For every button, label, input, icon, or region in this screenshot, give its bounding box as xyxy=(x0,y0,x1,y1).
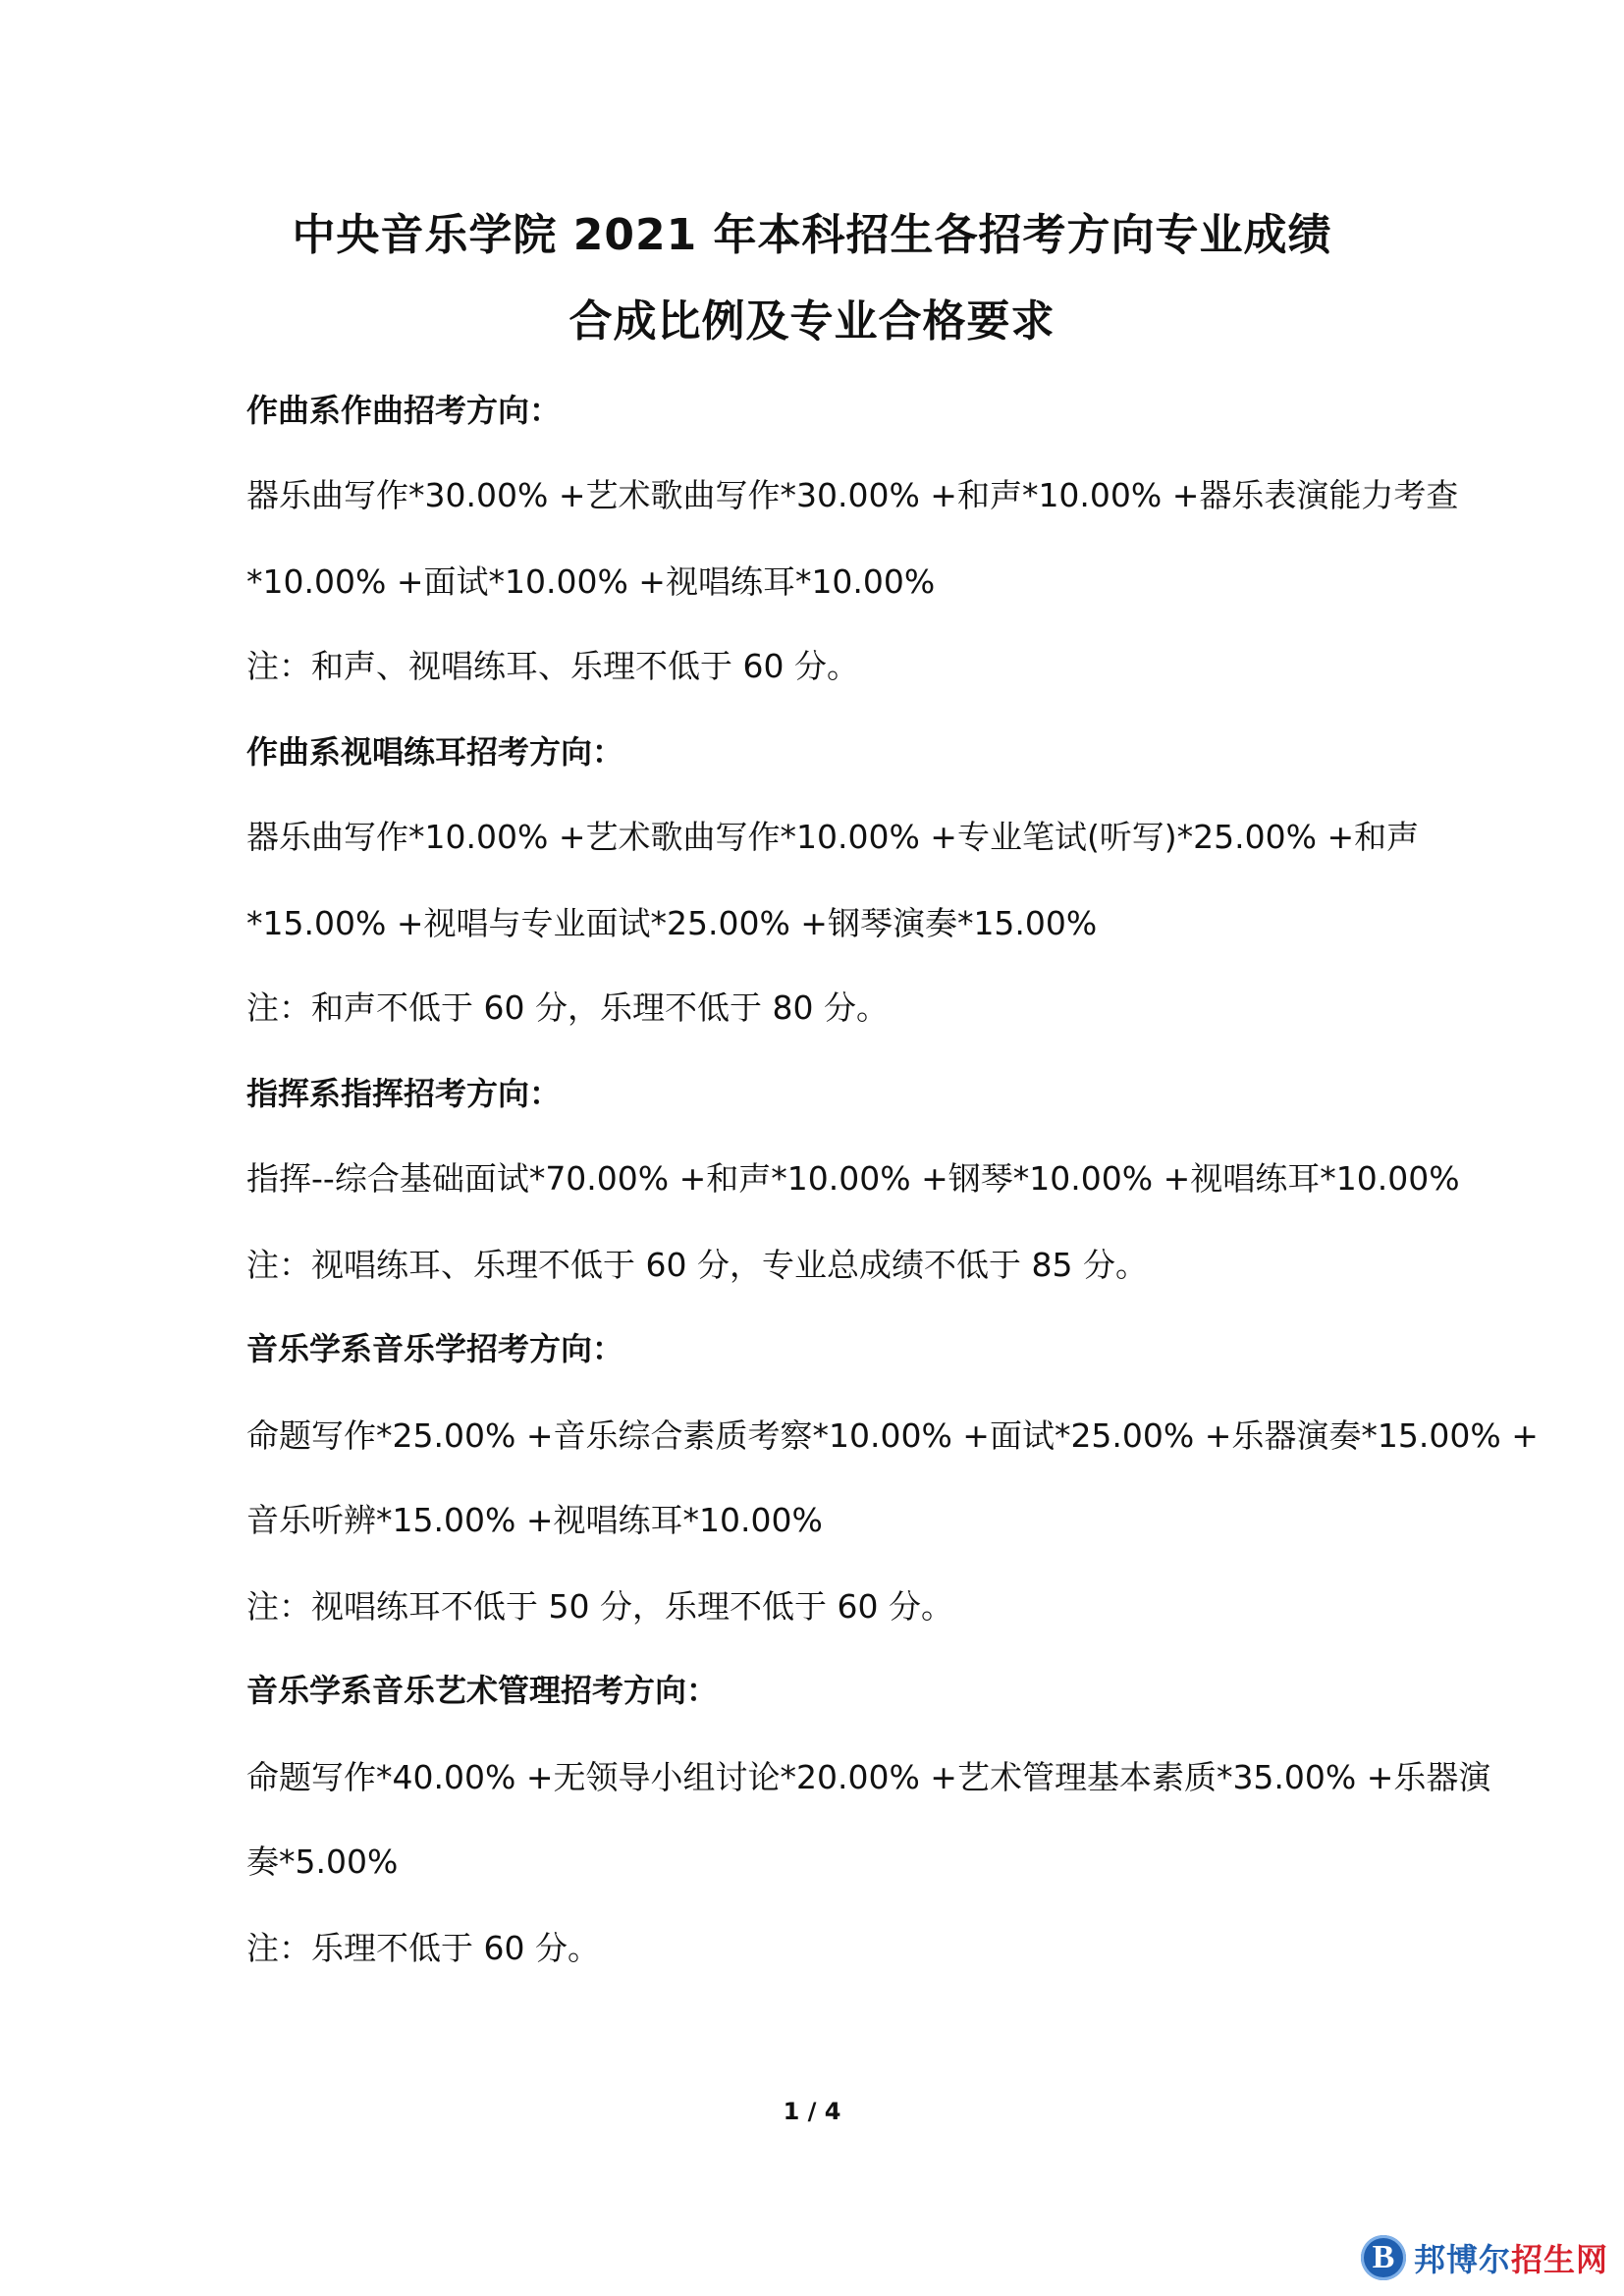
section-body-line: 音乐听辨*15.00% +视唱练耳*10.00% xyxy=(246,1501,823,1539)
section-body-line: 命题写作*25.00% +音乐综合素质考察*10.00% +面试*25.00% +乐器演奏*15.00% + xyxy=(246,1416,1539,1455)
watermark-text-part1: 邦博尔 xyxy=(1413,2241,1511,2278)
section-note: 注：视唱练耳、乐理不低于 60 分，专业总成绩不低于 85 分。 xyxy=(246,1246,1148,1284)
section-note: 注：和声、视唱练耳、乐理不低于 60 分。 xyxy=(246,647,859,685)
section-body-line: *10.00% +面试*10.00% +视唱练耳*10.00% xyxy=(246,562,936,601)
section-heading: 音乐学系音乐艺术管理招考方向： xyxy=(246,1672,719,1709)
watermark-text-part2: 招生网 xyxy=(1510,2241,1608,2278)
section-body-line: 奏*5.00% xyxy=(246,1842,399,1881)
page-indicator: 1 / 4 xyxy=(783,2098,841,2125)
watermark-logo-icon: B xyxy=(1361,2235,1406,2280)
document-title-line2: 合成比例及专业合格要求 xyxy=(568,296,1056,347)
section-body-line: 器乐曲写作*30.00% +艺术歌曲写作*30.00% +和声*10.00% +器乐表演能力考查 xyxy=(246,476,1459,514)
section-body-line: 器乐曲写作*10.00% +艺术歌曲写作*10.00% +专业笔试(听写)*25.00% +和声 xyxy=(246,818,1420,856)
document-title-line1: 中央音乐学院 2021 年本科招生各招考方向专业成绩 xyxy=(292,210,1332,260)
section-note: 注：乐理不低于 60 分。 xyxy=(246,1929,600,1967)
section-heading: 音乐学系音乐学招考方向： xyxy=(246,1330,624,1367)
section-heading: 指挥系指挥招考方向： xyxy=(246,1075,562,1112)
section-heading: 作曲系视唱练耳招考方向： xyxy=(246,733,624,771)
section-body-line: 指挥--综合基础面试*70.00% +和声*10.00% +钢琴*10.00% +视唱练耳*10.00% xyxy=(246,1159,1460,1198)
section-body-line: *15.00% +视唱与专业面试*25.00% +钢琴演奏*15.00% xyxy=(246,904,1098,942)
section-body-line: 命题写作*40.00% +无领导小组讨论*20.00% +艺术管理基本素质*35.00% +乐器演 xyxy=(246,1758,1491,1796)
section-note: 注：视唱练耳不低于 50 分，乐理不低于 60 分。 xyxy=(246,1587,953,1626)
watermark-text xyxy=(1414,2235,1608,2280)
section-note: 注：和声不低于 60 分，乐理不低于 80 分。 xyxy=(246,988,889,1027)
section-heading: 作曲系作曲招考方向： xyxy=(246,392,562,429)
site-watermark xyxy=(1361,2233,1608,2282)
